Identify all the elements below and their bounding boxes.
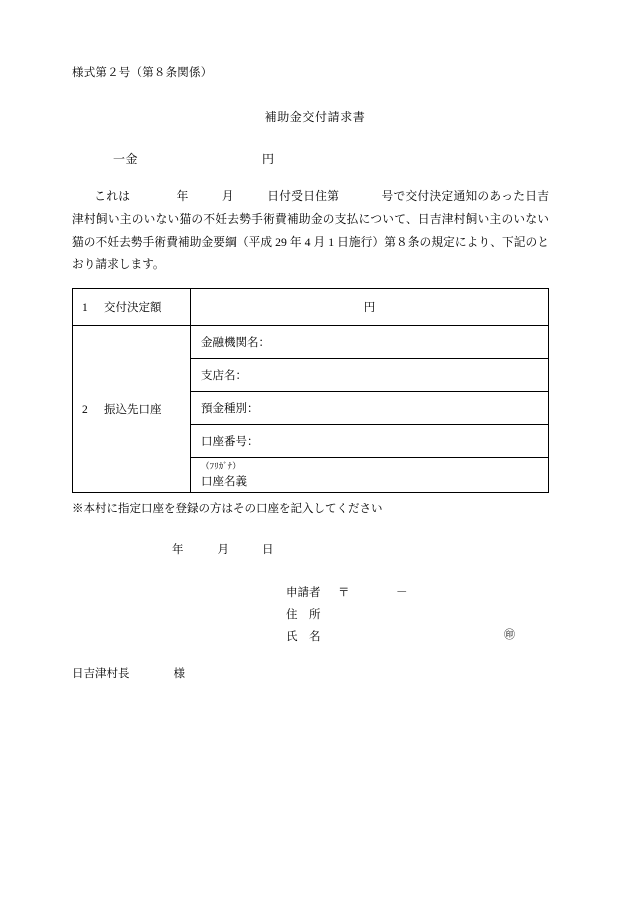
note-text: ※本村に指定口座を登録の方はその口座を記入してください — [72, 503, 383, 515]
address-label: 住 所 — [286, 609, 321, 622]
amount-line — [113, 150, 274, 167]
applicant-block — [286, 582, 408, 648]
row-number-1: 1 — [82, 302, 88, 314]
deposit-type-cell[interactable]: 預金種別： — [191, 392, 549, 425]
furigana-label: （ﾌﾘｶﾞﾅ） — [201, 461, 242, 471]
applicant-name-row — [286, 626, 408, 648]
date-day-label: 日 — [262, 544, 274, 556]
decision-amount-value-cell[interactable]: 円 — [191, 289, 549, 326]
body-paragraph — [72, 186, 549, 277]
body-receipt: 日付受日住第 — [266, 190, 340, 203]
row-label-1: 交付決定額 — [104, 302, 162, 314]
row-number-2: 2 — [82, 404, 88, 416]
transfer-account-label-cell — [73, 326, 191, 493]
amount-label: 一金 — [113, 152, 139, 166]
seal-icon: ㊞ — [504, 629, 515, 641]
applicant-label: 申請者 — [286, 587, 321, 599]
body-lead: これは — [94, 190, 131, 203]
addressee-line — [72, 665, 185, 681]
applicant-address-row — [286, 604, 408, 626]
zip-symbol: 〒 — [338, 587, 350, 599]
decision-amount-label-cell — [73, 289, 191, 326]
amount-unit: 円 — [262, 152, 275, 166]
body-month: 月 — [221, 190, 234, 203]
date-month-label: 月 — [217, 544, 229, 556]
body-year: 年 — [176, 190, 189, 203]
date-year-label: 年 — [172, 544, 184, 556]
account-number-cell[interactable]: 口座番号： — [191, 425, 549, 458]
zip-dash: － — [396, 587, 408, 599]
row-label-2: 振込先口座 — [104, 404, 162, 416]
branch-name-cell[interactable]: 支店名： — [191, 359, 549, 392]
request-table — [72, 288, 549, 493]
table-row — [73, 326, 549, 359]
form-number: 様式第２号（第８条関係） — [72, 67, 213, 79]
body-rest: 号で交付決定通知のあった日吉津村飼い主のいない猫の不妊去勢手術費補助金の支払について、日吉津村飼い主のいない猫の不妊去勢手術費補助金要綱（平成 29 年 4 月 1 日施行）第８条の規定により、下記のとおり請求します。 — [72, 190, 549, 272]
name-label: 氏 名 — [286, 631, 321, 644]
mayor-title: 日吉津村長 — [72, 668, 130, 680]
page-title: 補助金交付請求書 — [264, 110, 366, 124]
account-name-label: 口座名義 — [201, 476, 247, 488]
seal-mark-area — [504, 626, 515, 642]
applicant-zip-row — [286, 582, 408, 604]
table-row — [73, 289, 549, 326]
bank-name-cell[interactable]: 金融機関名： — [191, 326, 549, 359]
signature-date-line — [172, 541, 274, 557]
account-name-cell[interactable] — [191, 458, 549, 493]
mayor-honorific: 様 — [173, 668, 185, 680]
